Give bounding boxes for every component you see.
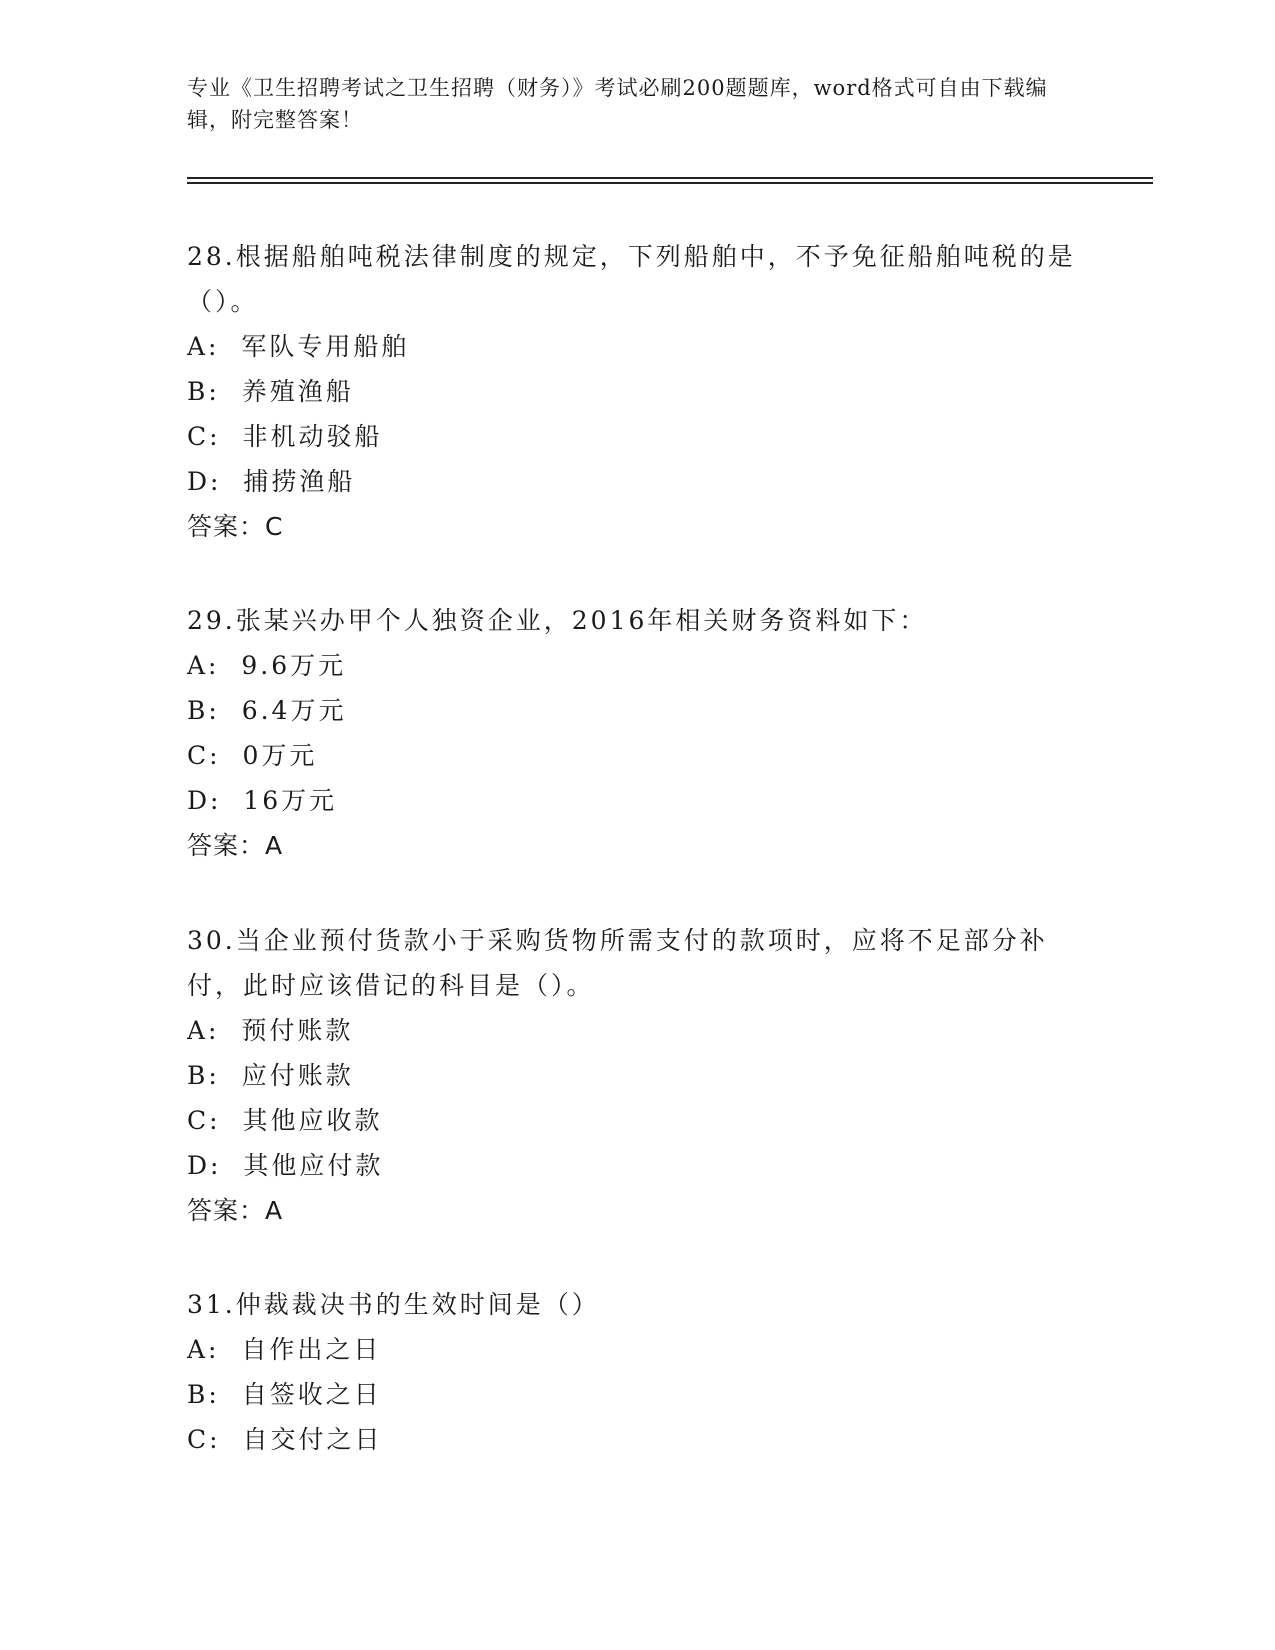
option-b: B: 自签收之日 [187, 1380, 382, 1409]
question-stem: 31.仲裁裁决书的生效时间是（） [187, 1290, 600, 1319]
question-stem: 30.当企业预付货款小于采购货物所需支付的款项时，应将不足部分补付，此时应该借记的科目是（）。 [187, 926, 1048, 1000]
header-divider-top [187, 177, 1153, 179]
answer-line: 答案：A [187, 831, 284, 860]
option-d: D: 16万元 [187, 786, 338, 815]
header-divider-bottom [187, 182, 1153, 184]
option-c: C: 其他应收款 [187, 1106, 383, 1135]
option-d: D: 其他应付款 [187, 1151, 384, 1180]
option-a: A: 自作出之日 [187, 1335, 382, 1364]
option-a: A: 军队专用船舶 [187, 332, 410, 361]
option-d: D: 捕捞渔船 [187, 467, 356, 496]
document-header: 专业《卫生招聘考试之卫生招聘（财务）》考试必刷200题题库，word格式可自由下载编辑，附完整答案！ [187, 76, 1048, 132]
answer-line: 答案：A [187, 1196, 284, 1225]
option-a: A: 9.6万元 [187, 651, 347, 680]
question-30 [187, 918, 1077, 1233]
question-29 [187, 598, 1077, 868]
option-b: B: 应付账款 [187, 1061, 354, 1090]
question-28 [187, 234, 1077, 549]
option-b: B: 养殖渔船 [187, 377, 354, 406]
option-c: C: 非机动驳船 [187, 422, 383, 451]
option-c: C: 0万元 [187, 741, 318, 770]
question-stem: 28.根据船舶吨税法律制度的规定，下列船舶中，不予免征船舶吨税的是（）。 [187, 242, 1076, 316]
question-31 [187, 1282, 1077, 1462]
option-a: A: 预付账款 [187, 1016, 354, 1045]
option-b: B: 6.4万元 [187, 696, 347, 725]
option-c: C: 自交付之日 [187, 1425, 383, 1454]
question-stem: 29.张某兴办甲个人独资企业，2016年相关财务资料如下： [187, 606, 928, 635]
answer-line: 答案：C [187, 512, 284, 541]
